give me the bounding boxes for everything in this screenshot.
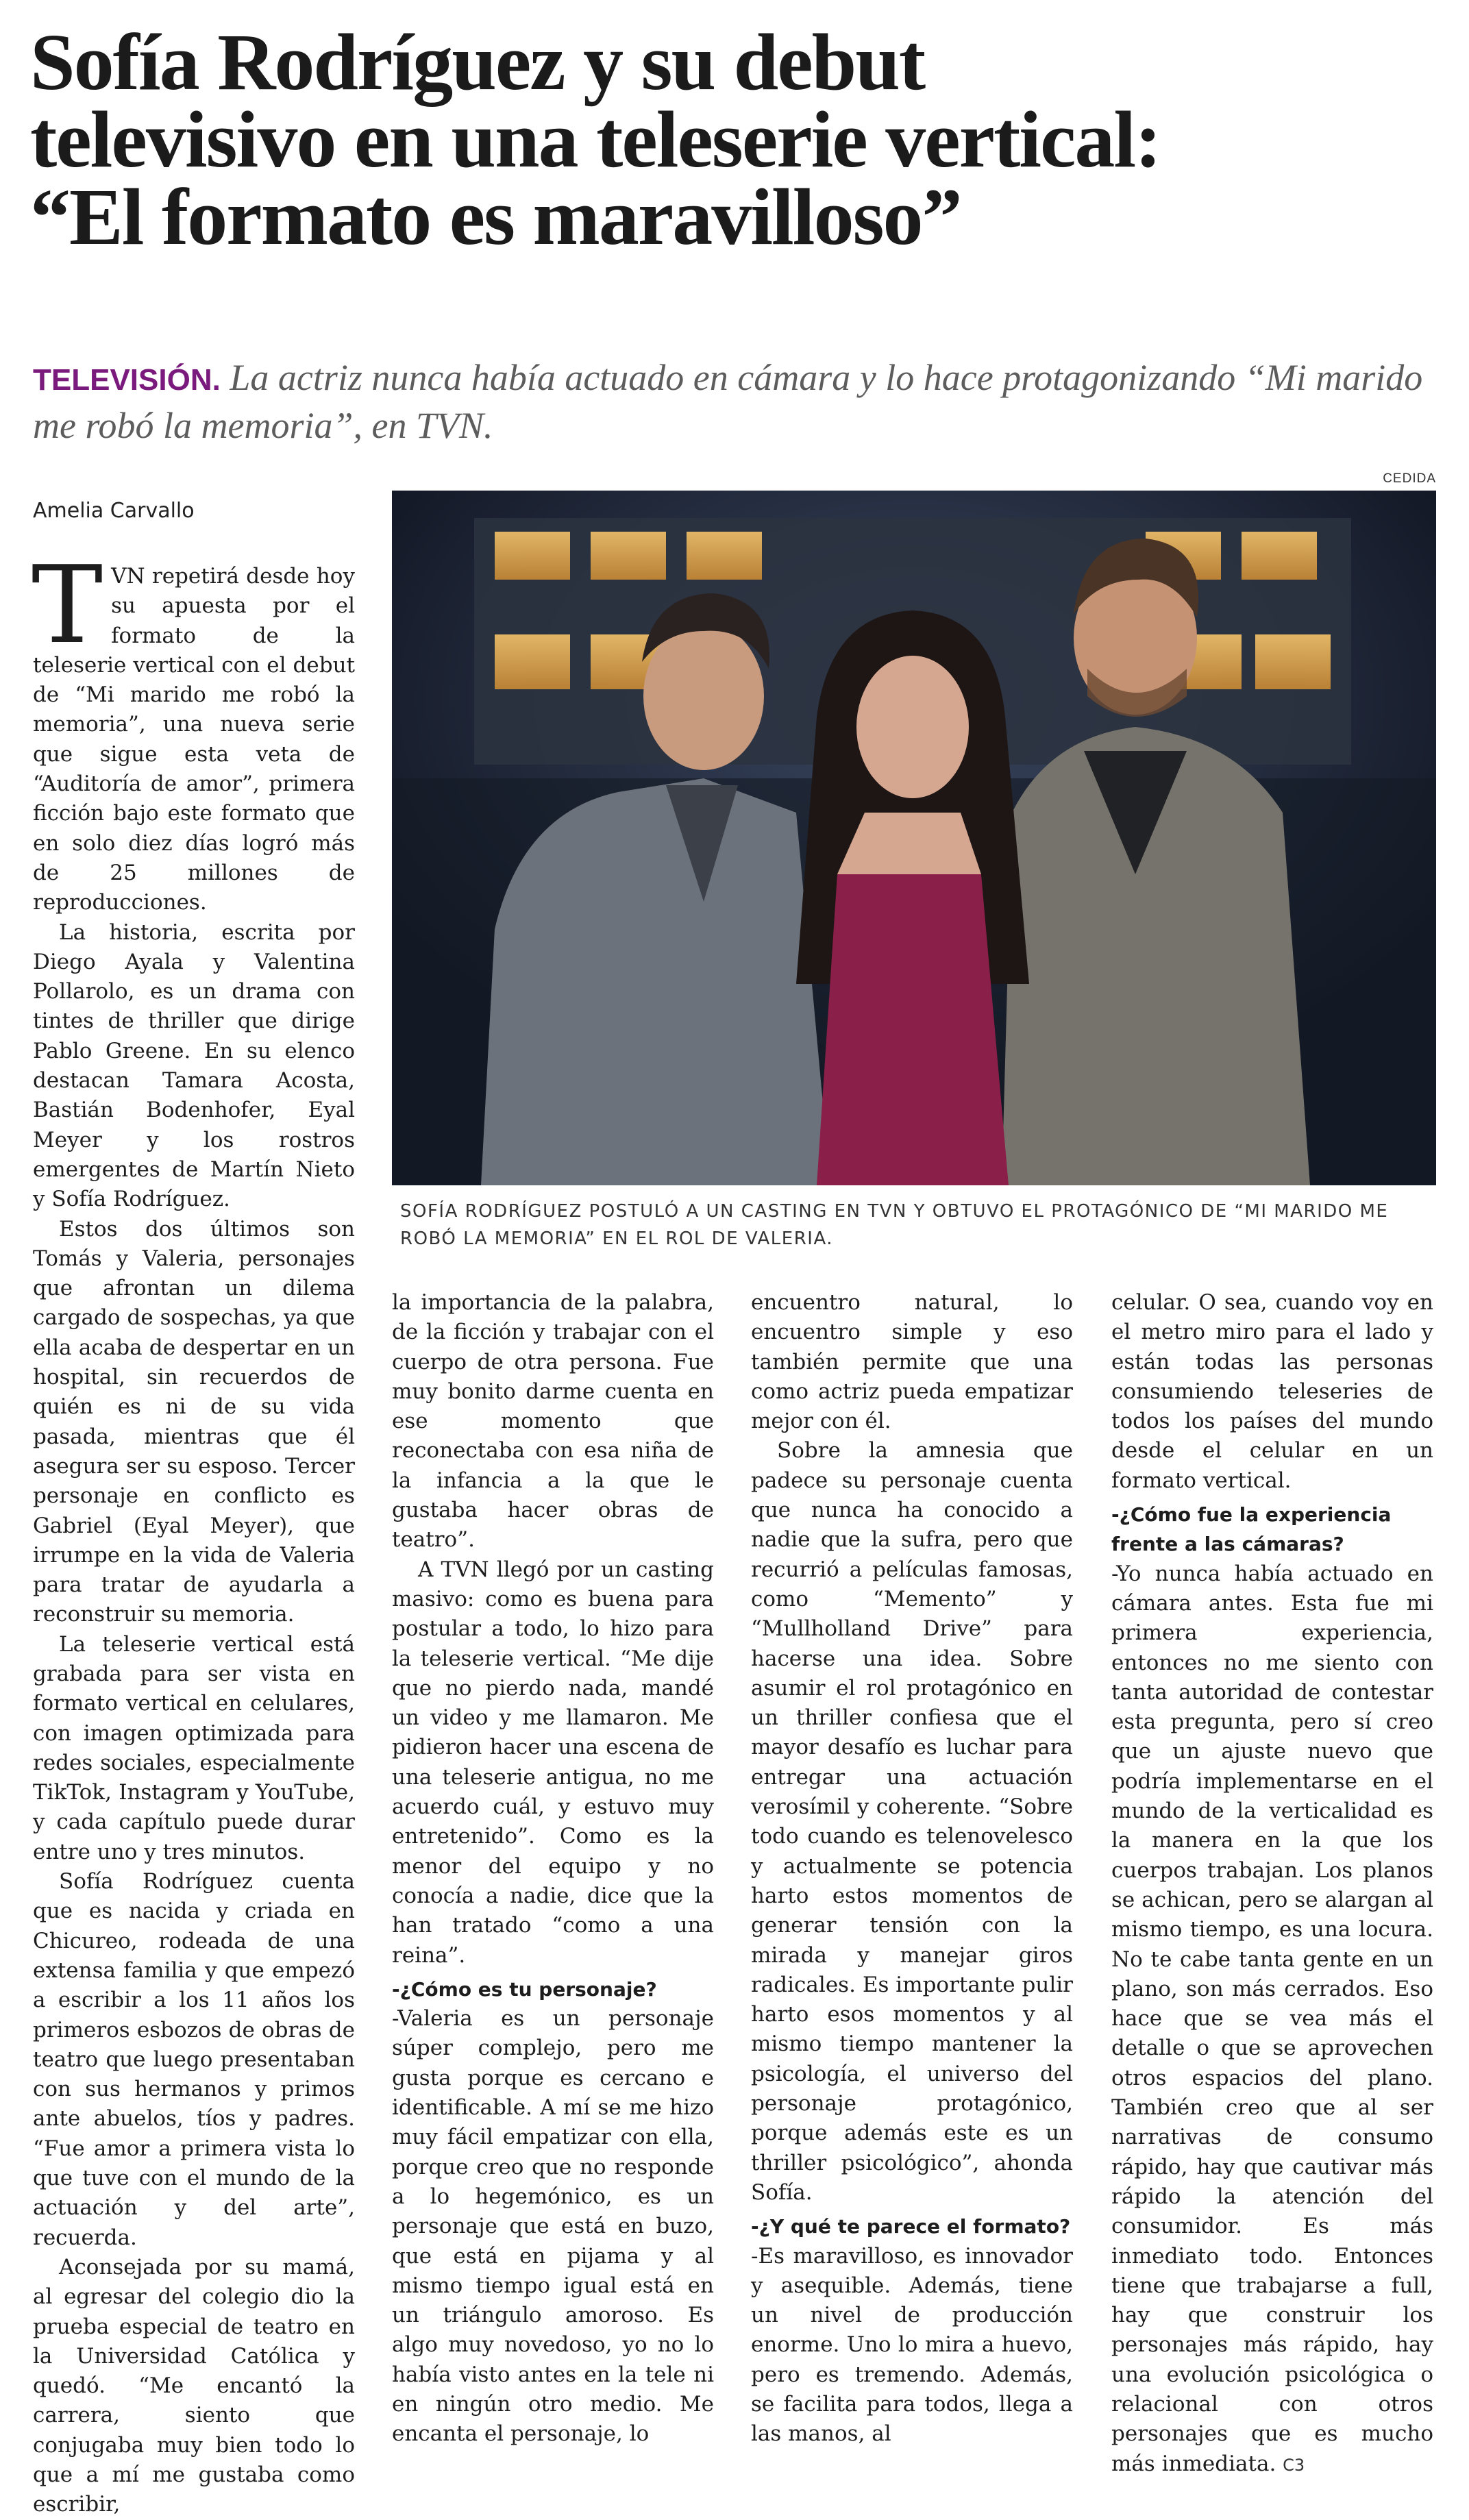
drop-cap: T (32, 543, 103, 667)
paragraph: La teleserie vertical está grabada para ser vista en formato vertical en celulares, con imagen optimizada para redes sociales, especialmente TikTok, Instagram y YouTube, y cada capítulo puede durar entre uno y tres minutos. (33, 1631, 355, 1864)
headline-line-1: Sofía Rodríguez y su debut (30, 17, 925, 107)
paragraph: Sobre la amnesia que padece su personaje cuenta que nunca ha conocido a nadie que la sufra, pero que recurrió a películas famosas, como “Memento” y “Mullholland Drive” para hacerse una idea. Sobre asumir el rol protagónico en un thriller confiesa que el mayor desafío es luchar para entregar una actuación verosímil y coherente. “Sobre todo cuando es telenovelesco y actualmente se potencia harto estos momentos de generar tensión con la mirada y manejar giros radicales. Es importante pulir harto esos momentos y al mismo tiempo mantener la psicología, el universo del personaje protagónico, porque además este es un thriller psicológico”, ahonda Sofía. (751, 1438, 1073, 2205)
interview-answer (1111, 1559, 1433, 2480)
photo-caption: SOFÍA RODRÍGUEZ POSTULÓ A UN CASTING EN TVN Y OBTUVO EL PROTAGÓNICO DE “MI MARIDO ME ROBÓ LA MEMORIA” EN EL ROL DE VALERIA. (400, 1201, 1389, 1249)
interview-answer: -Es maravilloso, es innovador y asequible. Además, tiene un nivel de producción enorme. Uno lo mira a huevo, pero es tremendo. Además, se facilita para todos, llega a las manos, al (751, 2243, 1073, 2447)
interview-answer: -Valeria es un personaje súper complejo, pero me gusta porque es cercano e identificable. A mí se me hizo muy fácil empatizar con ella, porque creo que no responde a lo hegemónico, es un personaje que está en buzo, que está en pijama y al mismo tiempo igual está en un triángulo amoroso. Es algo muy novedoso, yo no lo había visto antes en la tele ni en ningún otro medio. Me encanta el personaje, lo (392, 2006, 714, 2447)
article-column-3 (751, 1288, 1073, 2449)
headline-line-2: televisivo en una teleserie vertical: (30, 95, 1161, 184)
photo-credit: CEDIDA (1383, 471, 1436, 486)
paragraph: VN repetirá desde hoy su apuesta por el formato de la teleserie vertical con el debut de “Mi marido me robó la memoria”, una nueva serie que sigue esta veta de “Auditoría de amor”, primera ficción bajo este formato que en solo diez días logró más de 25 millones de reproducciones. (33, 564, 355, 915)
interview-question: -¿Cómo es tu personaje? (392, 1977, 657, 2001)
article-column-2 (392, 1288, 714, 2449)
end-mark: C3 (1283, 2455, 1305, 2475)
article-column-4 (1111, 1288, 1433, 2480)
paragraph: la importancia de la palabra, de la ficción y trabajar con el cuerpo de otra persona. Fue muy bonito darme cuenta en ese momento que reconectaba con esa niña de la infancia a la que le gustaba hacer obras de teatro”. (392, 1290, 714, 1553)
interview-question: -¿Y qué te parece el formato? (751, 2215, 1071, 2238)
article-column-1 (32, 543, 355, 2520)
deck (33, 355, 1444, 448)
cast-photo (392, 491, 1436, 1185)
paragraph: A TVN llegó por un casting masivo: como es buena para postular a todo, lo hizo para la teleserie vertical. “Me dije que no pierdo nada, mandé un video y me llamaron. Me pidieron hacer una escena de una teleserie antigua, no me acuerdo cuál, y estuvo muy entretenido”. Como es la menor del equipo y no conocía a nadie, dice que la han tratado “como a una reina”. (392, 1557, 714, 1968)
deck-text: La actriz nunca había actuado en cámara y lo hace protagonizando “Mi marido me robó la memoria”, en TVN. (33, 357, 1423, 446)
headline-line-3: “El formato es maravilloso” (30, 172, 961, 262)
answer-text: -Yo nunca había actuado en cámara antes. Esta fue mi primera experiencia, entonces no me siento con tanta autoridad de contestar esta pregunta, pero sí creo que un ajuste nuevo que podría implementarse en el mundo de la verticalidad es la manera en la que los cuerpos trabajan. Los planos se achican, pero se alargan al mismo tiempo, es una locura. No te cabe tanta gente en un plano, son más cerrados. Eso hace que se vea más el detalle o que se aprovechen otros espacios del plano. También creo que al ser narrativas de consumo rápido, hay que cautivar más rápido la atención del consumidor. Es más inmediato todo. Entonces tiene que trabajarse a full, hay que construir los personajes más rápido, hay una evolución psicológica o relacional con otros personajes que es mucho más inmediata. (1111, 1561, 1433, 2476)
section-label: TELEVISIÓN. (33, 363, 221, 397)
paragraph: Sofía Rodríguez cuenta que es nacida y criada en Chicureo, rodeada de una extensa familia y que empezó a escribir a los 11 años los primeros esbozos de obras de teatro que luego presentaban con sus hermanos y primos ante abuelos, tíos y padres. “Fue amor a primera vista lo que tuve con el mundo de la actuación y del arte”, recuerda. (33, 1869, 355, 2250)
cast-photo-illustration (392, 491, 1436, 1185)
byline: Amelia Carvallo (33, 499, 195, 523)
paragraph: celular. O sea, cuando voy en el metro miro para el lado y están todas las personas consumiendo teleseries de todos los países del mundo desde el celular en un formato vertical. (1111, 1290, 1433, 1493)
paragraph: La historia, escrita por Diego Ayala y Valentina Pollarolo, es un drama con tintes de thriller que dirige Pablo Greene. En su elenco destacan Tamara Acosta, Bastián Bodenhofer, Eyal Meyer y los rostros emergentes de Martín Nieto y Sofía Rodríguez. (33, 919, 355, 1212)
headline (30, 17, 1442, 262)
paragraph: Aconsejada por su mamá, al egresar del colegio dio la prueba especial de teatro en la Universidad Católica y quedó. “Me encantó la carrera, siento que conjugaba muy bien todo lo que a mí me gustaba como escribir, (33, 2254, 355, 2517)
paragraph: Estos dos últimos son Tomás y Valeria, personajes que afrontan un dilema cargado de sospechas, ya que ella acaba de despertar en un hospital, sin recuerdos de quién es ni de su vida pasada, mientras que él asegura ser su esposo. Tercer personaje en conflicto es Gabriel (Eyal Meyer), que irrumpe en la vida de Valeria para tratar de ayudarla a reconstruir su memoria. (33, 1216, 355, 1627)
interview-question: -¿Cómo fue la experiencia frente a las cámaras? (1111, 1503, 1392, 1556)
paragraph: encuentro natural, lo encuentro simple y eso también permite que una como actriz pueda empatizar mejor con él. (751, 1290, 1073, 1434)
